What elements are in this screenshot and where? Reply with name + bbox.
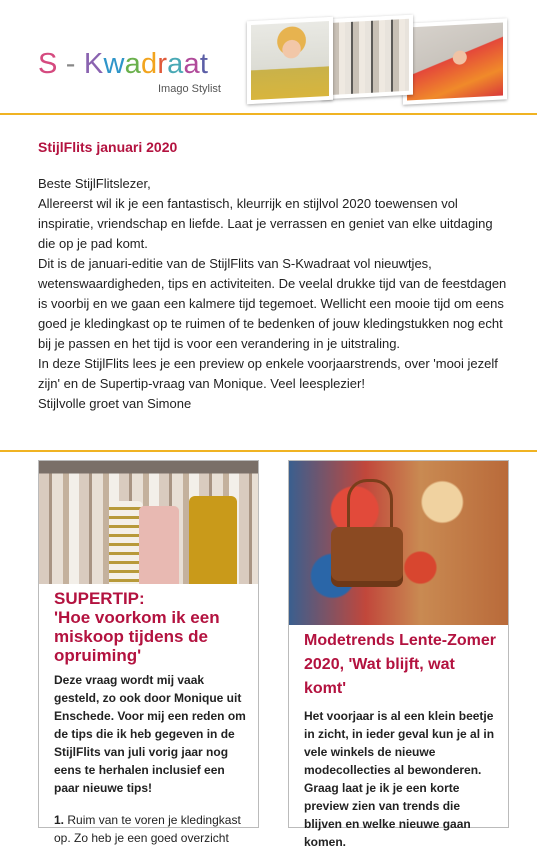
tip-number: 1. bbox=[54, 813, 65, 827]
modetrends-card[interactable] bbox=[288, 460, 509, 849]
newsletter-header bbox=[0, 0, 537, 113]
newsletter-title: StijlFlits januari 2020 bbox=[38, 139, 178, 155]
tip-text: Ruim van te voren je kledingkast op. Zo heb je een goed overzicht bbox=[54, 813, 241, 845]
section-divider bbox=[0, 450, 537, 452]
header-divider bbox=[0, 113, 537, 115]
supertip-title[interactable]: 'Hoe voorkom ik een miskoop tijdens de opruiming' bbox=[54, 608, 220, 665]
clothes-rack-image[interactable] bbox=[39, 461, 258, 584]
greeting: Beste StijlFlitslezer, bbox=[38, 176, 151, 191]
supertip-lead: Deze vraag wordt mij vaak gesteld, zo ook door Monique uit Enschede. Voor mij een reden om de tips die ik heb gegeven in de StijlFlits van juli vorig jaar nog eens te herhalen inclusief een paar nieuwe tips! bbox=[54, 673, 246, 795]
modetrends-title[interactable]: Modetrends Lente-Zomer 2020, 'Wat blijft, wat komt' bbox=[304, 632, 497, 697]
modetrends-lead: Het voorjaar is al een klein beetje in zicht, in ieder geval kun je al in vele winkels de nieuwe modecollecties al bewonderen. Graag laat je ik je een korte preview zien van trends die blijven en welke nieuwe gaan komen. bbox=[304, 709, 495, 849]
header-photo-collage bbox=[247, 13, 509, 102]
wardrobe-photo bbox=[321, 15, 413, 100]
s-kwadraat-logo[interactable] bbox=[38, 48, 221, 95]
intro-paragraph: Allereerst wil ik je een fantastisch, kleurrijk en stijlvol 2020 toewensen vol inspiratie, vriendschap en liefde. Laat je verrassen en geniet van elke uitdaging die op je pad komt. bbox=[38, 196, 493, 251]
intro-paragraph: Dit is de januari-editie van de StijlFlits van S-Kwadraat vol nieuwtjes, wetenswaardigheden, tips en activiteiten. De veelal drukke tijd van de feestdagen is voorbij en we gaan een kalmere tijd tegemoet. Wellicht een mooie tijd om eens goed je kledingkast op te ruimen of te bedenken of jouw kledingstukken nog echt bij je passen en het tijd is voor een verandering in je uitstraling. bbox=[38, 256, 507, 351]
intro-paragraph: In deze StijlFlits lees je een preview op enkele voorjaarstrends, over 'mooi jezelf zijn' en de Supertip-vraag van Monique. Veel leesplezier! bbox=[38, 356, 498, 391]
intro-section bbox=[38, 138, 508, 414]
logo-subtitle: Imago Stylist bbox=[158, 83, 221, 95]
intro-body bbox=[38, 174, 508, 414]
supertip-card[interactable] bbox=[38, 460, 259, 845]
fashion-photo bbox=[403, 18, 507, 104]
stylist-portrait-photo bbox=[247, 17, 333, 105]
logo-wordmark: S - Kwadraat bbox=[38, 48, 209, 80]
supertip-tip bbox=[54, 811, 248, 847]
signature: Stijlvolle groet van Simone bbox=[38, 396, 192, 411]
supertip-label: SUPERTIP: bbox=[54, 589, 145, 608]
fashion-trends-image[interactable] bbox=[289, 461, 508, 625]
